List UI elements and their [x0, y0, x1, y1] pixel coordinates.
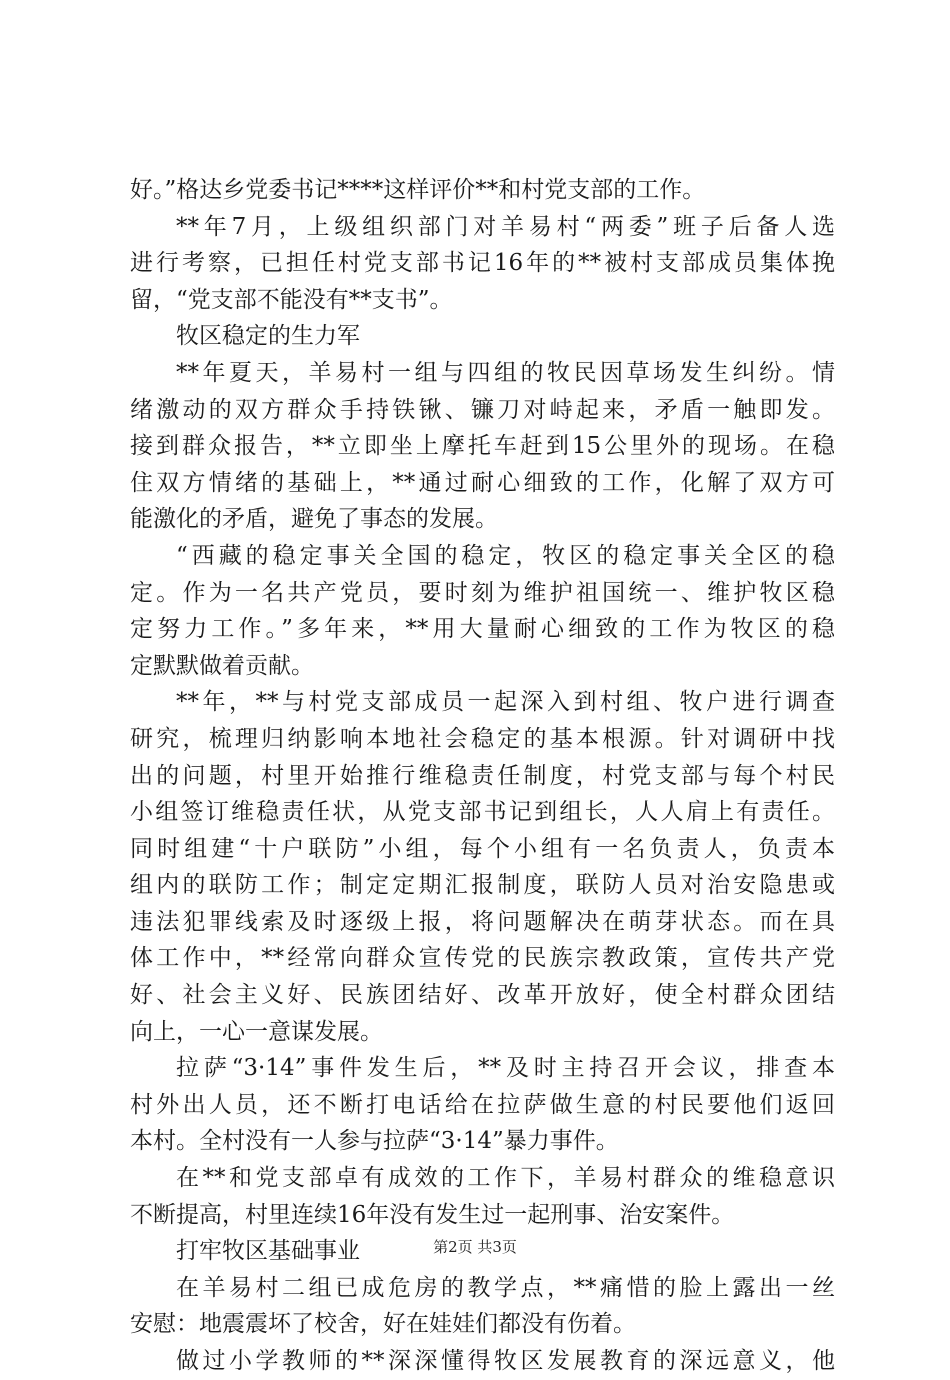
- text-line: 不断提高，村里连续16年没有发生过一起刑事、治安案件。: [130, 1201, 735, 1228]
- text-line: “西藏的稳定事关全国的稳定，牧区的稳定事关全区的稳: [176, 542, 835, 569]
- text-line: 小组签订维稳责任状，从党支部书记到组长，人人肩上有责任。: [130, 799, 835, 826]
- text-line: 定默默做着贡献。: [130, 652, 314, 679]
- page-footer: 第2页 共3页: [433, 1238, 517, 1256]
- text-line: 接到群众报告，**立即坐上摩托车赶到15公里外的现场。在稳: [130, 433, 835, 460]
- text-line: **年夏天，羊易村一组与四组的牧民因草场发生纠纷。情: [176, 359, 835, 386]
- text-line: 安慰：地震震坏了校舍，好在娃娃们都没有伤着。: [130, 1311, 636, 1338]
- text-line: 体工作中，**经常向群众宣传党的民族宗教政策，宣传共产党: [130, 945, 835, 972]
- text-line: 定努力工作。”多年来，**用大量耐心细致的工作为牧区的稳: [130, 616, 835, 643]
- text-line: 研究，梳理归纳影响本地社会稳定的基本根源。针对调研中找: [130, 725, 835, 752]
- section-heading: 打牢牧区基础事业: [176, 1238, 360, 1265]
- text-line: 能激化的矛盾，避免了事态的发展。: [130, 506, 498, 533]
- text-line: **年7月，上级组织部门对羊易村“两委”班子后备人选: [176, 213, 835, 240]
- text-line: 组内的联防工作；制定定期汇报制度，联防人员对治安隐患或: [130, 872, 835, 899]
- text-line: 出的问题，村里开始推行维稳责任制度，村党支部与每个村民: [130, 762, 835, 789]
- text-line: 在**和党支部卓有成效的工作下，羊易村群众的维稳意识: [176, 1165, 835, 1192]
- text-line: 本村。全村没有一人参与拉萨“3·14”暴力事件。: [130, 1128, 619, 1155]
- text-line: 好。”格达乡党委书记****这样评价**和村党支部的工作。: [130, 177, 706, 203]
- text-line: 定。作为一名共产党员，要时刻为维护祖国统一、维护牧区稳: [130, 579, 835, 606]
- text-line: 违法犯罪线索及时逐级上报，将问题解决在萌芽状态。而在具: [130, 908, 835, 935]
- text-line: 拉萨“3·14”事件发生后，**及时主持召开会议，排查本: [176, 1055, 835, 1082]
- text-line: 向上，一心一意谋发展。: [130, 1018, 383, 1045]
- text-line: 留，“党支部不能没有**支书”。: [130, 286, 453, 313]
- section-heading: 牧区稳定的生力军: [176, 323, 360, 350]
- text-line: **年，**与村党支部成员一起深入到村组、牧户进行调查: [176, 689, 835, 716]
- text-line: 村外出人员，还不断打电话给在拉萨做生意的村民要他们返回: [130, 1091, 835, 1118]
- text-line: 进行考察，已担任村党支部书记16年的**被村支部成员集体挽: [130, 250, 835, 277]
- text-line: 在羊易村二组已成危房的教学点，**痛惜的脸上露出一丝: [176, 1274, 835, 1301]
- text-line: 绪激动的双方群众手持铁锹、镰刀对峙起来，矛盾一触即发。: [130, 396, 835, 423]
- document-body: [130, 172, 835, 1380]
- text-line: 好、社会主义好、民族团结好、改革开放好，使全村群众团结: [130, 982, 835, 1009]
- text-line: 同时组建“十户联防”小组，每个小组有一名负责人，负责本: [130, 835, 835, 862]
- text-line: 住双方情绪的基础上，**通过耐心细致的工作，化解了双方可: [130, 469, 835, 496]
- text-line: 做过小学教师的**深深懂得牧区发展教育的深远意义，他: [176, 1348, 835, 1374]
